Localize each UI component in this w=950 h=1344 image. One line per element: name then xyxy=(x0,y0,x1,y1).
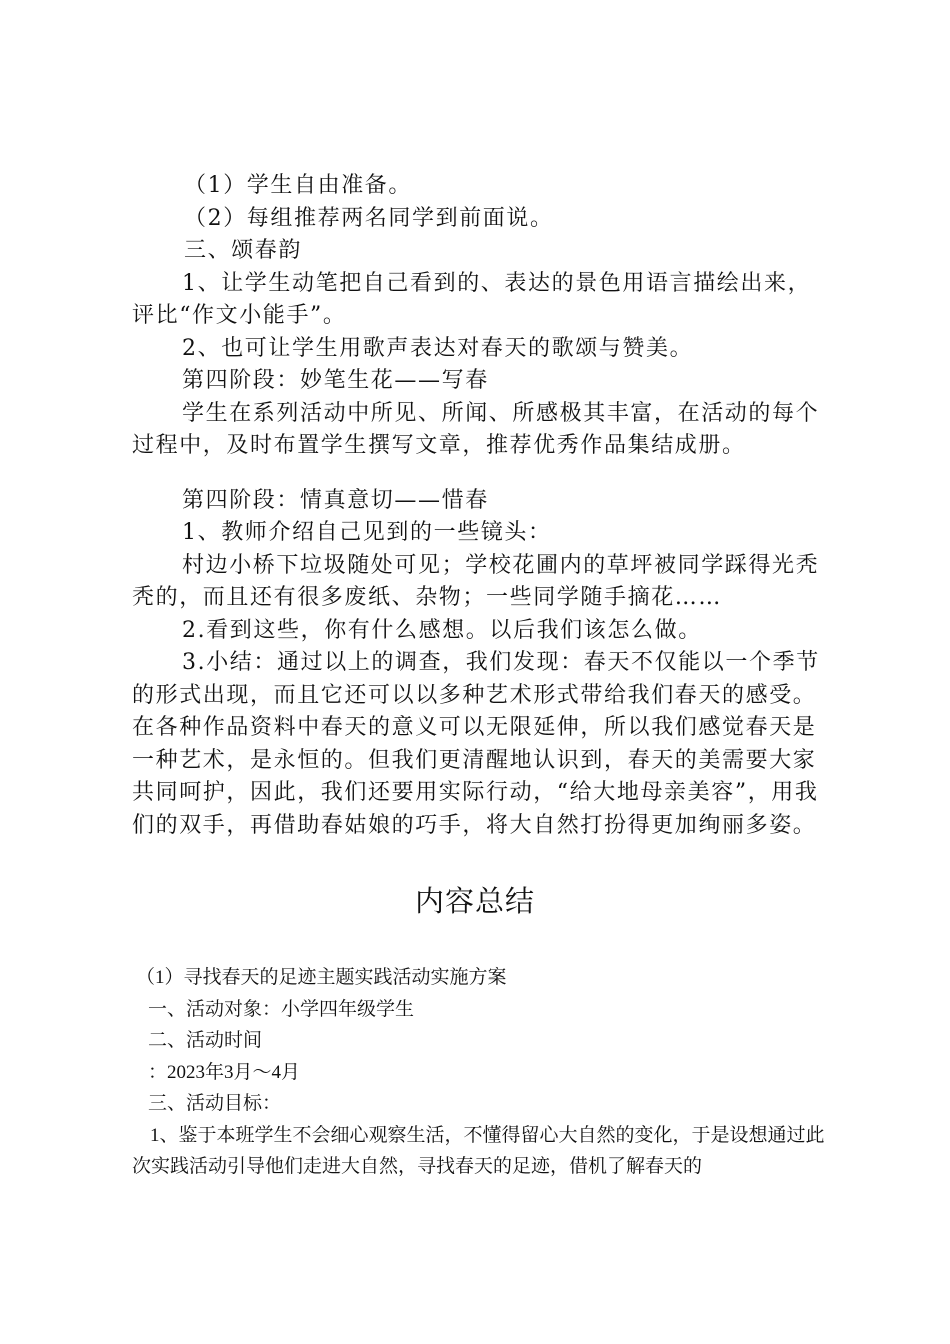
paragraph-summary-conclusion: 3.小结：通过以上的调查，我们发现：春天不仅能以一个季节的形式出现，而且它还可以以多种艺术形式带给我们春天的感受。在各种作品资料中春天的意义可以无限延伸，所以我们感觉春天是一种艺术，是永恒的。但我们更清醒地认识到，春天的美需要大家共同呵护，因此，我们还要用实际行动，“给大地母亲美容”，用我们的双手，再借助春姑娘的巧手，将大自然打扮得更加绚丽多姿。 xyxy=(132,650,820,838)
summary-line-target: 一、活动对象：小学四年级学生 xyxy=(148,998,415,1020)
paragraph-group-recommend: （2）每组推荐两名同学到前面说。 xyxy=(184,205,554,231)
summary-line-time-heading: 二、活动时间 xyxy=(148,1030,263,1051)
paragraph-writing-contest: 1、让学生动笔把自己看到的、表达的景色用语言描绘出来，评比“作文小能手”。 xyxy=(132,270,812,328)
summary-body xyxy=(132,962,832,1183)
heading-stage-cherish: 第四阶段：情真意切——惜春 xyxy=(182,487,489,513)
paragraph-gap xyxy=(132,463,832,485)
summary-line-goal-one: 1、鉴于本班学生不会细心观察生活，不懂得留心大自然的变化，于是设想通过此次实践活动引导他们走进大自然，寻找春天的足迹，借机了解春天的 xyxy=(132,1124,825,1177)
paragraph-reflection: 2.看到这些，你有什么感想。以后我们该怎么做。 xyxy=(182,617,702,643)
summary-line-time-value: ：2023年3月～4月 xyxy=(148,1061,301,1083)
paragraph-student-prepare: （1）学生自由准备。 xyxy=(184,173,412,198)
paragraph-teacher-scenes: 1、教师介绍自己见到的一些镜头： xyxy=(182,520,552,545)
summary-line-goals-heading: 三、活动目标： xyxy=(148,1093,282,1114)
activity-body xyxy=(132,170,832,842)
heading-stage-writing: 第四阶段：妙笔生花——写春 xyxy=(182,368,489,393)
paragraph-writing-collection: 学生在系列活动中所见、所闻、所感极其丰富，在活动的每个过程中，及时布置学生撰写文章，推荐优秀作品集结成册。 xyxy=(132,400,820,458)
paragraph-singing: 2、也可让学生用歌声表达对春天的歌颂与赞美。 xyxy=(182,335,694,361)
section-title: 内容总结 xyxy=(414,886,535,918)
paragraph-scene-description: 村边小桥下垃圾随处可见；学校花圃内的草坪被同学踩得光秃秃的，而且还有很多废纸、杂物；一些同学随手摘花…… xyxy=(132,552,820,610)
heading-ode-to-spring: 三、颂春韵 xyxy=(184,238,303,263)
summary-line-plan-title: （1）寻找春天的足迹主题实践活动实施方案 xyxy=(136,967,507,988)
